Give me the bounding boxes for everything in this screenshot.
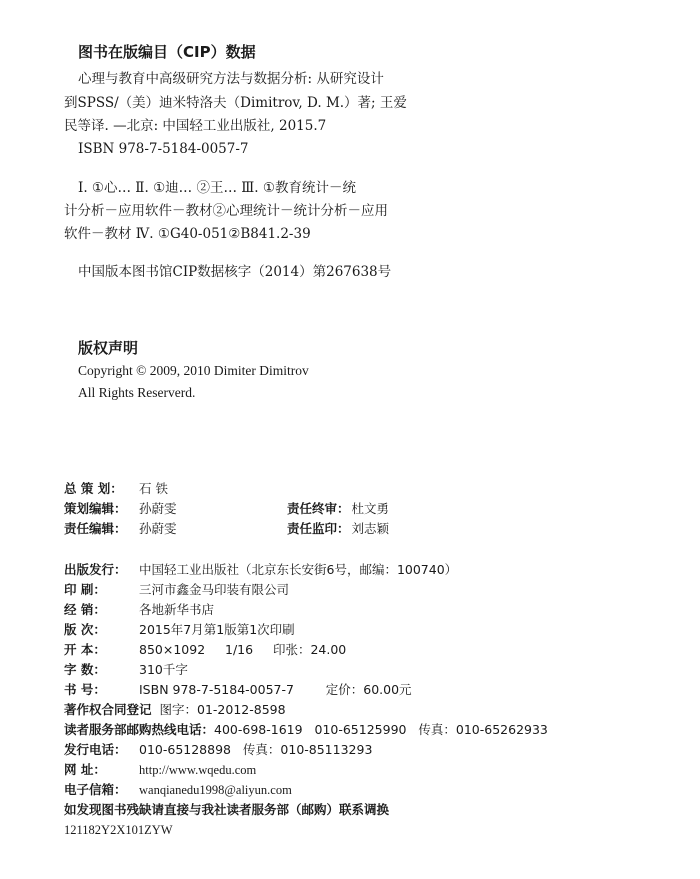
- staff-col2: [287, 520, 389, 538]
- distribution-phone-row: [64, 741, 372, 759]
- pub-value: ISBN 978-7-5184-0057-7 定价：60.00元: [139, 682, 412, 697]
- contact-label: 电子信箱：: [64, 782, 127, 797]
- pub-label: 出版发行：: [64, 562, 127, 577]
- contact-label: 著作权合同登记: [64, 702, 152, 717]
- staff-label: 责任编辑：: [64, 521, 127, 536]
- cip-heading: 图书在版编目（CIP）数据: [78, 43, 256, 61]
- staff-value: 刘志颖: [351, 521, 390, 536]
- staff-value: 杜文勇: [351, 501, 390, 516]
- pub-row-word-count: [64, 661, 188, 679]
- staff-row-responsible-editor: [64, 520, 390, 538]
- pub-row-publisher: [64, 561, 457, 579]
- contact-label: 读者服务部邮购热线电话：: [64, 722, 215, 737]
- pub-label: 字 数：: [64, 662, 106, 677]
- hotline-row: [64, 721, 548, 739]
- classification-line: Ⅰ. ①心… Ⅱ. ①迪… ②王… Ⅲ. ①教育统计－统: [78, 180, 356, 196]
- pub-label: 书 号：: [64, 682, 106, 697]
- contact-value: 010-65128898 传真：010-85113293: [139, 742, 373, 757]
- pub-value: 中国轻工业出版社（北京东长安街6号，邮编：100740）: [139, 562, 458, 577]
- staff-row-planning-editor: [64, 500, 390, 518]
- cip-record-line: 到SPSS/（美）迪米特洛夫（Dimitrov, D. M.）著; 王爱: [64, 95, 407, 111]
- staff-value: 石 铁: [139, 481, 168, 496]
- contact-label: 网 址：: [64, 762, 106, 777]
- pub-row-format: [64, 641, 346, 659]
- staff-col2: [287, 500, 389, 518]
- cip-record-line: 民等译. —北京: 中国轻工业出版社, 2015.7: [64, 118, 327, 134]
- pub-value: 310千字: [139, 662, 188, 677]
- staff-value: 孙蔚雯: [139, 501, 177, 516]
- pub-value: 2015年7月第1版第1次印刷: [139, 622, 295, 637]
- copyright-registration-row: [64, 701, 286, 719]
- pub-row-edition: [64, 621, 295, 639]
- email-row: [64, 781, 292, 799]
- copyright-heading: 版权声明: [78, 339, 139, 357]
- pub-row-isbn: [64, 681, 412, 699]
- pub-label: 版 次：: [64, 622, 106, 637]
- staff-row-general-planner: [64, 480, 168, 498]
- website-row: [64, 761, 256, 779]
- rights-line: All Rights Reserverd.: [78, 385, 196, 400]
- pub-label: 印 刷：: [64, 582, 106, 597]
- staff-label: 责任监印：: [287, 521, 350, 536]
- classification-line: 软件－教材 Ⅳ. ①G40-051②B841.2-39: [64, 226, 311, 242]
- defect-notice-row: [64, 801, 389, 819]
- staff-label: 策划编辑：: [64, 501, 127, 516]
- cip-record-line: 心理与教育中高级研究方法与数据分析: 从研究设计: [78, 71, 384, 87]
- isbn-line: ISBN 978-7-5184-0057-7: [78, 141, 249, 157]
- pub-row-distributor: [64, 601, 214, 619]
- contact-value: 400-698-1619 010-65125990 传真：010-65262933: [214, 722, 548, 737]
- pub-value: 850×1092 1/16 印张：24.00: [139, 642, 347, 657]
- product-code-row: [64, 821, 173, 839]
- pub-value: 各地新华书店: [139, 602, 215, 617]
- pub-label: 经 销：: [64, 602, 106, 617]
- pub-row-printer: [64, 581, 289, 599]
- email-link[interactable]: wanqianedu1998@aliyun.com: [139, 783, 292, 797]
- copyright-line: Copyright © 2009, 2010 Dimiter Dimitrov: [78, 363, 309, 378]
- contact-label: 发行电话：: [64, 742, 127, 757]
- staff-label: 责任终审：: [287, 501, 350, 516]
- website-link[interactable]: http://www.wqedu.com: [139, 763, 257, 777]
- defect-notice: 如发现图书残缺请直接与我社读者服务部（邮购）联系调换: [64, 802, 390, 817]
- pub-label: 开 本：: [64, 642, 106, 657]
- staff-label: 总 策 划：: [64, 481, 123, 496]
- pub-value: 三河市鑫金马印装有限公司: [139, 582, 290, 597]
- staff-value: 孙蔚雯: [139, 521, 177, 536]
- contact-value: 图字：01-2012-8598: [159, 702, 286, 717]
- cip-number: 中国版本图书馆CIP数据核字（2014）第267638号: [78, 264, 392, 280]
- product-code: 121182Y2X101ZYW: [64, 823, 173, 837]
- classification-line: 计分析－应用软件－教材②心理统计－统计分析－应用: [64, 203, 388, 219]
